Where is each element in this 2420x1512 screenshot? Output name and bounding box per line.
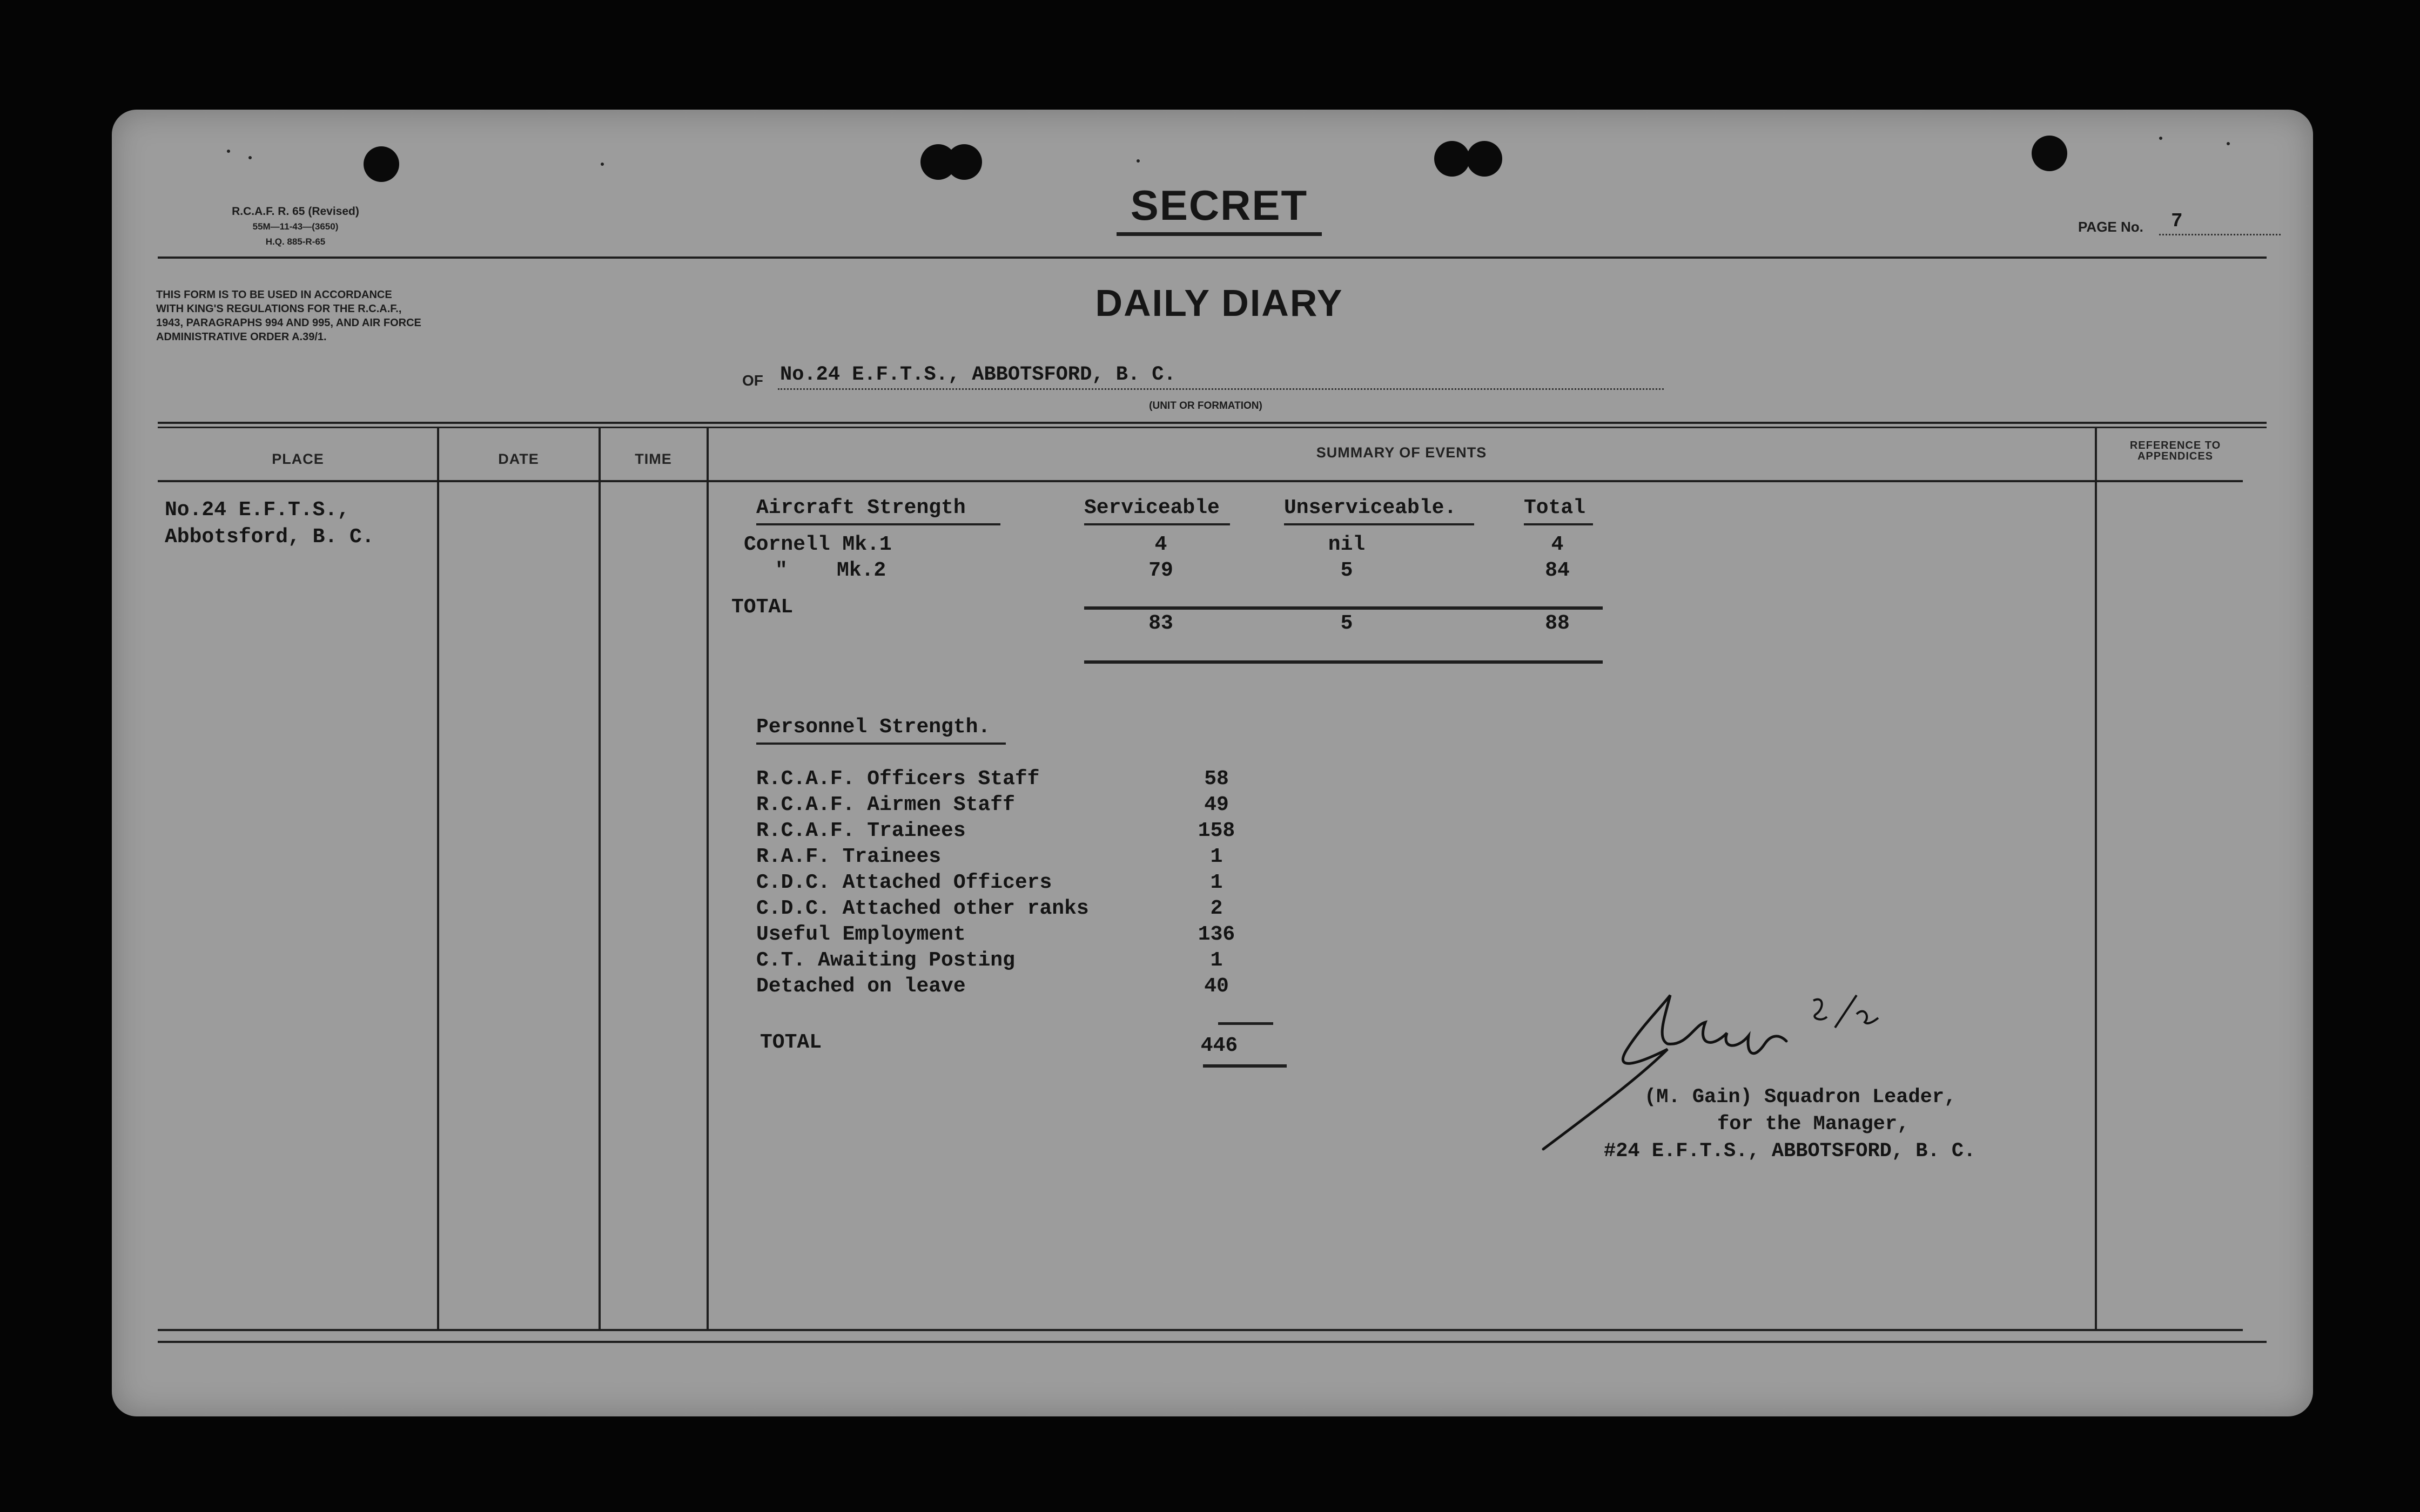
document-title: DAILY DIARY — [1095, 282, 1343, 324]
column-divider — [437, 428, 439, 1329]
column-header-reference: REFERENCE TO APPENDICES — [2129, 440, 2221, 462]
aircraft-row-serviceable: 79 — [1148, 559, 1173, 582]
aircraft-double-rule — [1084, 660, 1603, 664]
punch-hole — [364, 146, 399, 182]
aircraft-total-label: TOTAL — [731, 596, 794, 619]
personnel-total-label: TOTAL — [760, 1031, 822, 1054]
aircraft-total-unserviceable: 5 — [1340, 612, 1353, 635]
column-divider — [707, 428, 709, 1329]
header-rule — [158, 256, 2267, 259]
speck — [248, 156, 252, 159]
serviceable-underline — [1084, 523, 1230, 525]
personnel-row-label: C.D.C. Attached Officers — [756, 871, 1052, 894]
aircraft-row-total: 4 — [1551, 533, 1564, 556]
aircraft-heading-underline — [756, 523, 1000, 525]
speck — [2227, 142, 2230, 145]
handwritten-signature — [1532, 984, 1921, 1163]
place-line-1: No.24 E.F.T.S., — [165, 498, 350, 522]
classification-block — [1111, 183, 1327, 228]
instruction-line: WITH KING'S REGULATIONS FOR THE R.C.A.F., — [156, 303, 402, 315]
aircraft-col-unserviceable: Unserviceable. — [1284, 496, 1457, 519]
unit-caption: (UNIT OR FORMATION) — [1149, 400, 1262, 411]
punch-hole — [1434, 141, 1470, 177]
form-code-line3: H.Q. 885-R-65 — [265, 237, 326, 247]
classification-underline — [1117, 232, 1322, 236]
personnel-row-label: R.C.A.F. Airmen Staff — [756, 793, 1015, 816]
aircraft-row-unserviceable: nil — [1328, 533, 1366, 556]
table-top-rule-2 — [158, 427, 2267, 428]
form-code-line1: R.C.A.F. R. 65 (Revised) — [232, 205, 359, 218]
personnel-row-label: C.D.C. Attached other ranks — [756, 897, 1089, 920]
personnel-row-value: 58 — [1204, 767, 1229, 791]
place-line-2: Abbotsford, B. C. — [165, 525, 374, 549]
signature-line-1: (M. Gain) Squadron Leader, — [1644, 1086, 1957, 1109]
aircraft-total-rule — [1084, 606, 1603, 610]
personnel-row-label: R.C.A.F. Officers Staff — [756, 767, 1040, 791]
instruction-line: ADMINISTRATIVE ORDER A.39/1. — [156, 331, 327, 343]
punch-hole — [2032, 136, 2067, 171]
column-header-time: TIME — [635, 451, 672, 467]
form-code — [171, 204, 420, 249]
aircraft-row-name: " Mk.2 — [775, 559, 886, 582]
personnel-row-label: R.C.A.F. Trainees — [756, 819, 966, 842]
personnel-heading: Personnel Strength. — [756, 716, 991, 739]
aircraft-heading: Aircraft Strength — [756, 496, 966, 519]
table-top-rule — [158, 422, 2267, 424]
column-divider — [599, 428, 601, 1329]
column-header-summary: SUMMARY OF EVENTS — [1316, 444, 1487, 461]
speck — [227, 150, 230, 153]
personnel-row-label: C.T. Awaiting Posting — [756, 949, 1015, 972]
unit-of-label: OF — [742, 372, 763, 389]
signature-line-3: #24 E.F.T.S., ABBOTSFORD, B. C. — [1604, 1140, 1976, 1163]
page-number-field — [2078, 212, 2283, 236]
page-number-value: 7 — [2171, 210, 2183, 232]
total-underline — [1524, 523, 1593, 525]
punch-hole — [946, 144, 982, 180]
personnel-row-value: 1 — [1210, 949, 1223, 972]
personnel-row-value: 49 — [1204, 793, 1229, 816]
personnel-row-value: 1 — [1210, 871, 1223, 894]
classification-stamp: SECRET — [1130, 181, 1308, 229]
punch-hole — [1467, 141, 1502, 177]
personnel-row-value: 136 — [1198, 923, 1235, 946]
page-number-dotted-line — [2159, 234, 2281, 235]
aircraft-col-total: Total — [1524, 496, 1586, 519]
instruction-line: THIS FORM IS TO BE USED IN ACCORDANCE — [156, 289, 392, 301]
unit-value: No.24 E.F.T.S., ABBOTSFORD, B. C. — [780, 363, 1176, 386]
aircraft-row-unserviceable: 5 — [1340, 559, 1353, 582]
speck — [1137, 159, 1140, 163]
personnel-row-label: Useful Employment — [756, 923, 966, 946]
page-number-label: PAGE No. — [2078, 219, 2143, 235]
table-bottom-rule-2 — [158, 1341, 2267, 1343]
aircraft-col-serviceable: Serviceable — [1084, 496, 1220, 519]
unserviceable-underline — [1284, 523, 1474, 525]
speck — [2159, 137, 2162, 140]
aircraft-total-total: 88 — [1545, 612, 1570, 635]
form-code-line2: 55M—11-43—(3650) — [252, 221, 339, 232]
personnel-heading-underline — [756, 742, 1006, 745]
personnel-row-value: 1 — [1210, 845, 1223, 868]
table-header-rule — [158, 480, 2243, 482]
aircraft-row-serviceable: 4 — [1154, 533, 1167, 556]
aircraft-row-name: Cornell Mk.1 — [744, 533, 892, 556]
column-header-date: DATE — [498, 451, 539, 467]
personnel-row-label: Detached on leave — [756, 975, 966, 998]
unit-field — [742, 363, 1666, 396]
unit-dotted-line — [778, 388, 1664, 390]
diary-sheet — [112, 110, 2313, 1416]
personnel-row-value: 158 — [1198, 819, 1235, 842]
personnel-row-label: R.A.F. Trainees — [756, 845, 942, 868]
column-header-place: PLACE — [272, 451, 324, 467]
aircraft-total-serviceable: 83 — [1148, 612, 1173, 635]
aircraft-row-total: 84 — [1545, 559, 1570, 582]
personnel-total-rule — [1218, 1022, 1273, 1025]
signature-line-2: for the Manager, — [1717, 1113, 1910, 1136]
personnel-row-value: 40 — [1204, 975, 1229, 998]
personnel-total-value: 446 — [1200, 1034, 1238, 1057]
instruction-line: 1943, PARAGRAPHS 994 AND 995, AND AIR FORCE — [156, 317, 421, 329]
personnel-total-underline — [1203, 1064, 1287, 1068]
column-divider — [2095, 428, 2097, 1329]
form-instructions — [156, 288, 567, 344]
speck — [601, 163, 604, 166]
personnel-row-value: 2 — [1210, 897, 1223, 920]
table-bottom-rule — [158, 1329, 2243, 1331]
